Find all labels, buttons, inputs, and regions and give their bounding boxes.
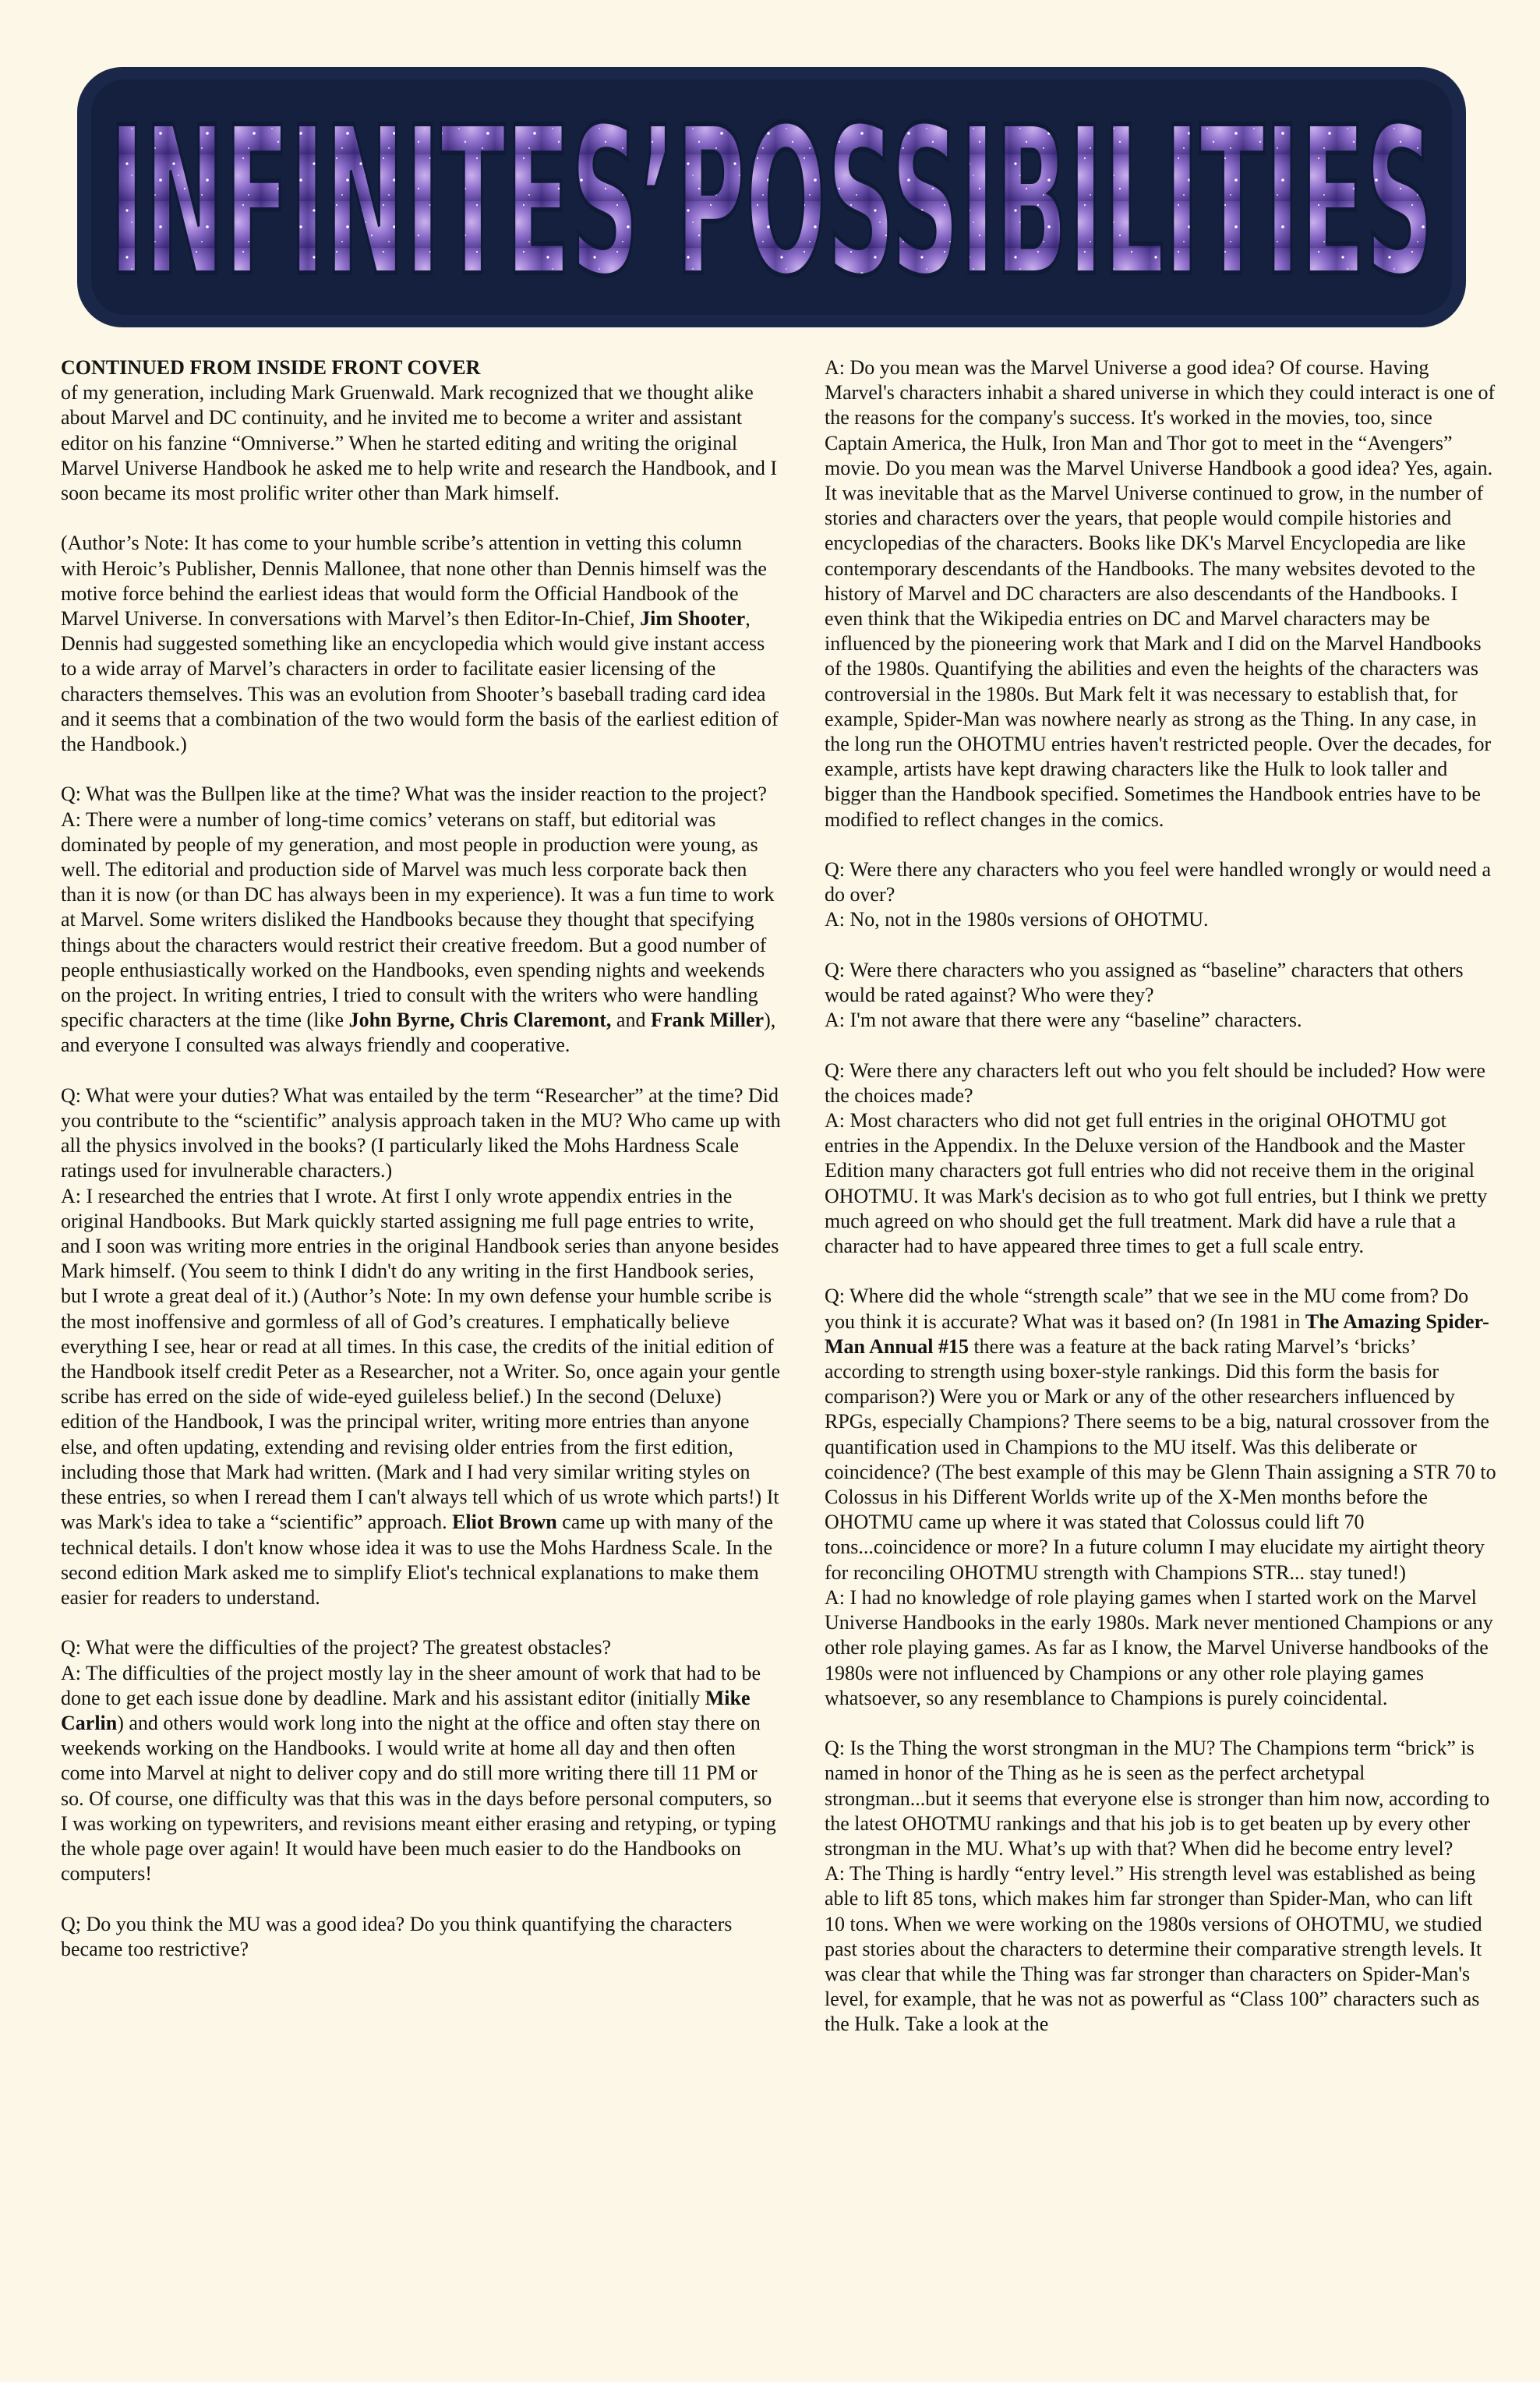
name-mike-carlin: Mike Carlin <box>61 1686 751 1734</box>
question-left-out: Q: Were there any characters left out who you felt should be included? How were the choices made? <box>825 1058 1485 1107</box>
qa-baseline: Q: Were there characters who you assigned as “baseline” characters that others would be rated against? Who were they? A: I'm not aware that there were any “baseline” characters. <box>825 958 1496 1034</box>
names-byrne-claremont: John Byrne, Chris Claremont, <box>348 1009 612 1032</box>
name-frank-miller: Frank Miller <box>650 1009 765 1032</box>
question-strength-scale: Q: Where did the whole “strength scale” that we see in the MU come from? Do you think it is accurate? What was it based on? (In 1981 in The Amazing Spider-Man Annual #15 there was a feature at the back rating Marvel’s ‘bricks’ according to strength using boxer-style rankings. Did this form the basis for comparison?) Were you or Mark or any of the other researchers influenced by RPGs, especially Champions? There seems to be a big, natural crossover from the quantification used in Champions to the MU itself. Was this deliberate or coincidence? (The best example of this may be Glenn Thain assigning a STR 70 to Colossus in his Different Worlds write up of the X-Men months before the OHOTMU came up where it was stated that Colossus could lift 70 tons...coincidence or more? In a future column I may elucidate my airtight theory for reconciling OHOTMU strength with Champions STR... stay tuned!) <box>825 1285 1496 1584</box>
qa-duties: Q: What were your duties? What was entailed by the term “Researcher” at the time? Did you contribute to the “scientific” analysis approach taken in the MU? Who came up with all the physics involved in the books? (I particularly liked the Mohs Hardness Scale ratings used for invulnerable characters.) A: I researched the entries that I wrote. At first I only wrote appendix entries in the original Handbooks. But Mark quickly started assigning me full page entries to write, and I soon was writing more entries in the original Handbook series than anyone besides Mark himself. (You seem to think I didn't do any writing in the first Handbook series, but I wrote a great deal of it.) (Author’s Note: In my own defense your humble scribe is the most inoffensive and gormless of all of God’s creatures. I emphatically believe everything I see, hear or read at all times. In this case, the credits of the initial edition of the Handbook itself credit Peter as a Researcher, not a Writer. So, once again your gentle scribe has erred on the side of wide-eyed guileless belief.) In the second (Deluxe) edition of the Handbook, I was the principal writer, writing more entries than anyone else, and often updating, extending and revising older entries from the first edition, including those that Mark had written. (Mark and I had very similar writing styles on these entries, so when I reread them I can't always tell which of us wrote which parts!) It was Mark's idea to take a “scientific” approach. Eliot Brown came up with many of the technical details. I don't know whose idea it was to use the Mohs Hardness Scale. In the second edition Mark asked me to simplify Eliot's technical explanations to make them easier for readers to understand. <box>61 1083 782 1610</box>
title-logo <box>74 61 1469 334</box>
qa-strength-scale: Q: Where did the whole “strength scale” that we see in the MU come from? Do you think it is accurate? What was it based on? (In 1981 in The Amazing Spider-Man Annual #15 there was a feature at the back rating Marvel’s ‘bricks’ according to strength using boxer-style rankings. Did this form the basis for comparison?) Were you or Mark or any of the other researchers influenced by RPGs, especially Champions? There seems to be a big, natural crossover from the quantification used in Champions to the MU itself. Was this deliberate or coincidence? (The best example of this may be Glenn Thain assigning a STR 70 to Colossus in his Different Worlds write up of the X-Men months before the OHOTMU came up where it was stated that Colossus could lift 70 tons...coincidence or more? In a future column I may elucidate my airtight theory for reconciling OHOTMU strength with Champions STR... stay tuned!) A: I had no knowledge of role playing games when I started work on the Marvel Universe Handbooks in the early 1980s. Mark never mentioned Champions or any other role playing games. As far as I know, the Marvel Universe handbooks of the 1980s were not influenced by Champions or any other role playing games whatsoever, so any resemblance to Champions is purely coincidental. <box>825 1285 1496 1709</box>
qa-bullpen: Q: What was the Bullpen like at the time? What was the insider reaction to the project? A: There were a number of long-time comics’ veterans on staff, but editorial was dominated by people of my generation, and most people in production were young, as well. The editorial and production side of Marvel was much less corporate back then than it is now (or than DC has always been in my experience). It was a fun time to work at Marvel. Some writers disliked the Handbooks because they thought that specifying things about the characters would restrict their creative freedom. But a good number of people enthusiastically worked on the Handbooks, even spending nights and weekends on the project. In writing entries, I tried to consult with the writers who were handling specific characters at the time (like John Byrne, Chris Claremont, and Frank Miller), and everyone I consulted was always friendly and cooperative. <box>61 782 782 1058</box>
question-handled-wrongly: Q: Were there any characters who you feel were handled wrongly or would need a do over? <box>825 858 1492 907</box>
question-good-idea: Q; Do you think the MU was a good idea? Do you think quantifying the characters became too restrictive? <box>61 1912 733 1960</box>
right-column <box>825 355 1496 2037</box>
title-banner <box>74 61 1469 334</box>
question-difficulties: Q: What were the difficulties of the project? The greatest obstacles? <box>61 1636 612 1659</box>
qa-thing: Q: Is the Thing the worst strongman in the MU? The Champions term “brick” is named in honor of the Thing as he is seen as the perfect archetypal strongman...but it seems that everyone else is stronger than him now, according to the latest OHOTMU rankings and that his job is to get beaten up by every other strongman in the MU. What’s up with that? When did he become entry level? A: The Thing is hardly “entry level.” His strength level was established as being able to lift 85 tons, which makes him far stronger than Spider-Man, who can lift 10 tons. When we were working on the 1980s versions of OHOTMU, we studied past stories about the characters to determine their comparative strength levels. It was clear that while the Thing was far stronger than characters on Spider-Man's level, for example, that he was not as powerful as “Class 100” characters such as the Hulk. Take a look at the <box>825 1736 1496 2037</box>
name-eliot-brown: Eliot Brown <box>452 1511 557 1534</box>
name-jim-shooter: Jim Shooter <box>640 607 746 631</box>
question-baseline: Q: Were there characters who you assigned as “baseline” characters that others would be rated against? Who were they? <box>825 958 1464 1007</box>
answer-good-idea: A: Do you mean was the Marvel Universe a good idea? Of course. Having Marvel's characters inhabit a shared universe in which they could interact is one of the reasons for the company's success. It's worked in the movies, too, since Captain America, the Hulk, Iron Man and Thor got to meet in the “Avengers” movie. Do you mean was the Marvel Universe Handbook a good idea? Yes, again. It was inevitable that as the Marvel Universe continued to grow, in the number of stories and characters over the years, that people would compile histories and encyclopedias of the characters. Books like DK's Marvel Encyclopedia are like contemporary descendants of the Handbooks. The many websites devoted to the history of Marvel and DC characters are also descendants of the Handbooks. I even think that the Wikipedia entries on DC and Marvel characters may be influenced by the pioneering work that Mark and I did on the Marvel Handbooks of the 1980s. Quantifying the abilities and even the heights of the characters was controversial in the 1980s. But Mark felt it was necessary to establish that, for example, Spider-Man was nowhere nearly as strong as the Thing. In any case, in the long run the OHOTMU entries haven't restricted people. Over the decades, for example, artists have kept drawing characters like the Hulk to look taller and bigger than the Handbook specified. Sometimes the Handbook entries have to be modified to reflect changes in the comics. <box>825 356 1496 831</box>
question-bullpen: Q: What was the Bullpen like at the time? What was the insider reaction to the project? <box>61 783 767 806</box>
question-duties: Q: What were your duties? What was entailed by the term “Researcher” at the time? Did you contribute to the “scientific” analysis approach taken in the MU? Who came up with all the physics involved in the books? (I particularly liked the Mohs Hardness Scale ratings used for invulnerable characters.) <box>61 1083 781 1182</box>
authors-note-1: (Author’s Note: It has come to your humble scribe’s attention in vetting this column with Heroic’s Publisher, Dennis Mallonee, that none other than Dennis himself was the motive force behind the earliest ideas that would form the Official Handbook of the Marvel Universe. In conversations with Marvel’s then Editor-In-Chief, Jim Shooter, Dennis had suggested something like an encyclopedia which would give instant access to a wide array of Marvel’s characters in order to facilitate easier licensing of the characters themselves. This was an evolution from Shooter’s baseball trading card idea and it seems that a combination of the two would form the basis of the earliest edition of the Handbook.) <box>61 532 779 756</box>
left-column <box>61 355 782 1962</box>
title-amazing-spider-man-annual: The Amazing Spider-Man Annual #15 <box>825 1309 1489 1358</box>
paragraph-intro: of my generation, including Mark Gruenwald. Mark recognized that we thought alike about Marvel and DC continuity, and he invited me to become a writer and assistant editor on his fanzine “Omniverse.” When he started editing and writing the original Marvel Universe Handbook he asked me to help write and research the Handbook, and I soon became its most prolific writer other than Mark himself. <box>61 381 778 505</box>
qa-left-out: Q: Were there any characters left out who you felt should be included? How were the choices made? A: Most characters who did not get full entries in the original OHOTMU got entries in the Appendix. In the Deluxe version of the Handbook and the Master Edition many characters got full entries who did not receive them in the original OHOTMU. It was Mark's decision as to who got full entries, but I think we pretty much agreed on who should get the full treatment. Mark did have a rule that a character had to have appeared three times to get a full scale entry. <box>825 1058 1496 1260</box>
question-thing: Q: Is the Thing the worst strongman in the MU? The Champions term “brick” is named in honor of the Thing as he is seen as the perfect archetypal strongman...but it seems that everyone else is stronger than him now, according to the latest OHOTMU rankings and that his job is to get beaten up by every other strongman in the MU. What’s up with that? When did he become entry level? <box>825 1737 1490 1860</box>
logo-lettering: INFINITES’POSSIBILITIES <box>109 83 1434 321</box>
qa-difficulties: Q: What were the difficulties of the project? The greatest obstacles? A: The difficulties of the project mostly lay in the sheer amount of work that had to be done to get each issue done by deadline. Mark and his assistant editor (initially Mike Carlin) and others would work long into the night at the office and often stay there on weekends working on the Handbooks. I would write at home all day and then often come into Marvel at night to deliver copy and do still more writing there till 11 PM or so. Of course, one difficulty was that this was in the days before personal computers, so I was working on typewriters, and revisions meant either erasing and retyping, or typing the whole page over again! It would have been much easier to do the Handbooks on computers! <box>61 1635 782 1886</box>
continued-heading: CONTINUED FROM INSIDE FRONT COVER <box>61 356 481 379</box>
qa-handled-wrongly: Q: Were there any characters who you feel were handled wrongly or would need a do over? A: No, not in the 1980s versions of OHOTMU. <box>825 857 1496 933</box>
